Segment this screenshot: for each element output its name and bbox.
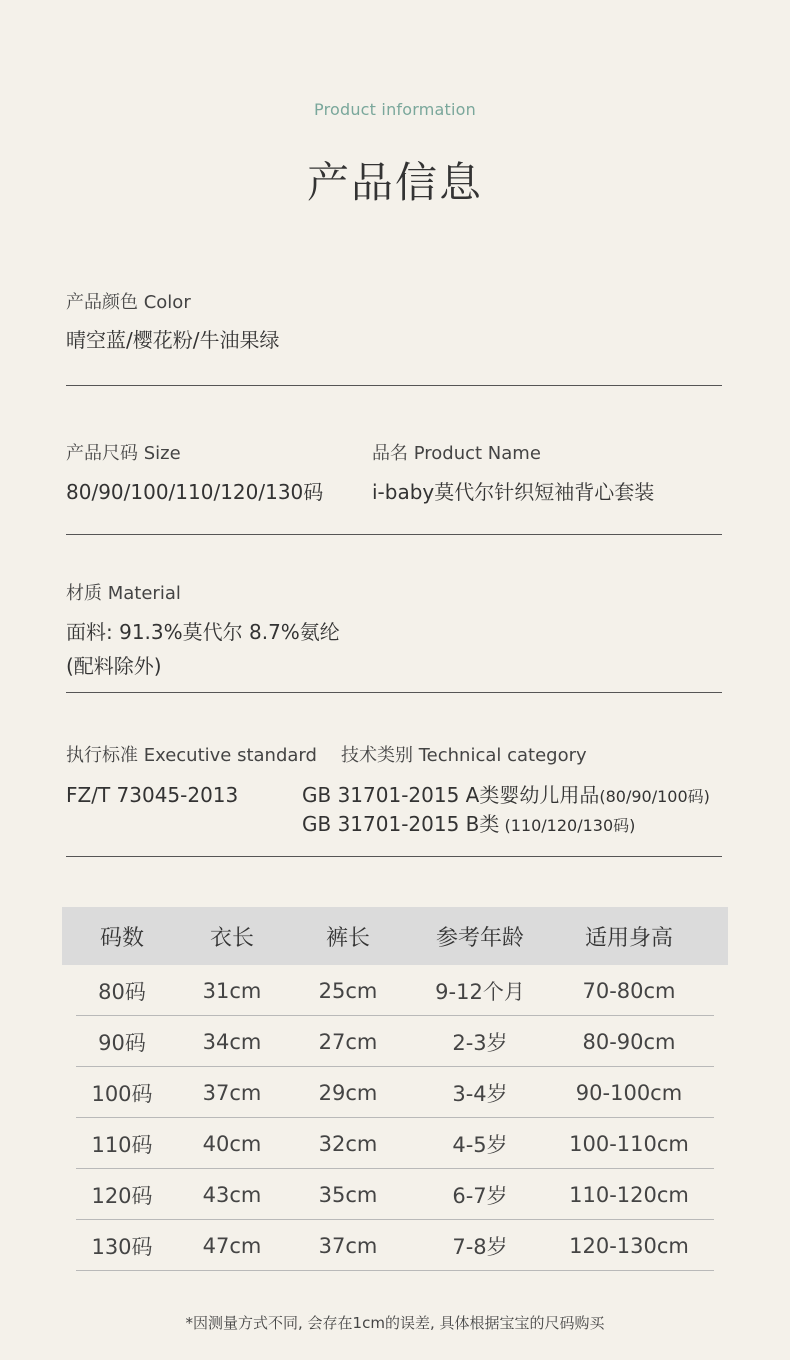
material-value: 面料: 91.3%莫代尔 8.7%氨纶 (66, 620, 340, 644)
table-cell: 2-3岁 (452, 1030, 508, 1055)
page-title: 产品信息 (306, 158, 483, 207)
table-row (62, 1067, 728, 1118)
table-cell: 4-5岁 (452, 1132, 508, 1157)
table-cell: 110-120cm (569, 1182, 689, 1207)
size-table (62, 907, 728, 1271)
divider (66, 385, 722, 386)
color-value: 晴空蓝/樱花粉/牛油果绿 (66, 328, 280, 352)
tech-category-b-sizes: (110/120/130码) (499, 816, 636, 835)
page-subtitle: Product information (314, 100, 476, 119)
column-header: 衣长 (209, 925, 254, 951)
product-name-label: 品名 Product Name (372, 443, 541, 464)
table-cell: 9-12个月 (435, 979, 525, 1004)
tech-category-line-b (302, 809, 635, 841)
table-cell: 37cm (318, 1233, 378, 1258)
table-cell: 43cm (202, 1182, 262, 1207)
table-cell: 130码 (91, 1234, 153, 1259)
table-cell: 34cm (202, 1029, 262, 1054)
material-note: (配料除外) (66, 654, 162, 678)
divider (66, 534, 722, 535)
divider (66, 856, 722, 857)
tech-category-line-a (302, 780, 710, 812)
table-cell: 40cm (202, 1131, 262, 1156)
table-cell: 110码 (91, 1132, 153, 1157)
tech-category-a-sizes: (80/90/100码) (599, 787, 710, 806)
product-name-value: i-baby莫代尔针织短袖背心套装 (372, 480, 655, 504)
standard-label: 执行标准 Executive standard (66, 745, 317, 766)
table-cell: 7-8岁 (452, 1234, 508, 1259)
tech-category-label: 技术类别 Technical category (341, 745, 587, 766)
table-cell: 100码 (91, 1081, 153, 1106)
table-cell: 29cm (318, 1080, 378, 1105)
table-cell: 27cm (318, 1029, 378, 1054)
table-cell: 120码 (91, 1183, 153, 1208)
measurement-footnote: *因测量方式不同, 会存在1cm的误差, 具体根据宝宝的尺码购买 (185, 1314, 605, 1332)
table-cell: 90-100cm (575, 1080, 683, 1105)
table-cell: 25cm (318, 978, 378, 1003)
column-header: 适用身高 (584, 925, 673, 951)
material-label: 材质 Material (66, 583, 181, 604)
table-cell: 90码 (98, 1030, 146, 1055)
column-header: 裤长 (325, 925, 370, 951)
color-label: 产品颜色 Color (66, 292, 191, 313)
table-cell: 100-110cm (569, 1131, 689, 1156)
table-cell: 31cm (202, 978, 262, 1003)
column-header: 参考年龄 (435, 925, 524, 951)
table-cell: 80-90cm (582, 1029, 676, 1054)
divider (66, 692, 722, 693)
tech-category-a-main: GB 31701-2015 A类婴幼儿用品 (302, 783, 600, 807)
table-cell: 120-130cm (569, 1233, 689, 1258)
table-cell: 32cm (318, 1131, 378, 1156)
size-value: 80/90/100/110/120/130码 (66, 480, 324, 504)
standard-value: FZ/T 73045-2013 (66, 783, 239, 807)
table-row (62, 1016, 728, 1067)
table-cell: 6-7岁 (452, 1183, 508, 1208)
table-cell: 37cm (202, 1080, 262, 1105)
size-label: 产品尺码 Size (66, 443, 181, 464)
table-cell: 70-80cm (582, 978, 676, 1003)
table-row (62, 965, 728, 1016)
table-cell: 35cm (318, 1182, 378, 1207)
table-row (62, 1220, 728, 1271)
column-header: 码数 (99, 925, 144, 951)
row-divider (76, 1270, 714, 1271)
table-cell: 47cm (202, 1233, 262, 1258)
table-row (62, 1169, 728, 1220)
table-header (62, 907, 728, 965)
tech-category-b-main: GB 31701-2015 B类 (302, 812, 500, 836)
table-row (62, 1118, 728, 1169)
table-cell: 3-4岁 (452, 1081, 508, 1106)
table-cell: 80码 (98, 979, 146, 1004)
